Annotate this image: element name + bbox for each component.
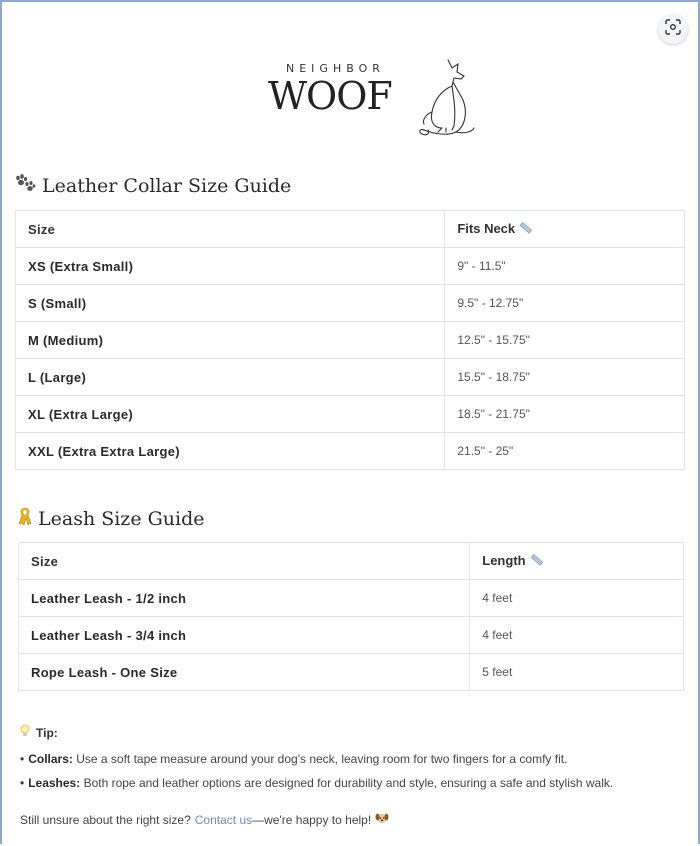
neck-cell: 9.5" - 12.75" [445,285,685,322]
light-bulb-icon [20,724,30,741]
table-row [16,322,685,359]
length-cell: 5 feet [470,654,684,691]
header-length: Length [470,543,684,580]
neck-cell: 21.5" - 25" [445,433,685,470]
leash-guide-title-text: Leash Size Guide [38,507,205,530]
table-header-row [19,543,684,580]
neck-cell: 15.5" - 18.75" [445,359,685,396]
brand-logo [268,56,478,140]
table-row [16,433,685,470]
header-fits-neck: Fits Neck [445,211,685,248]
table-row [16,248,685,285]
contact-us-link[interactable]: Contact us [194,812,253,827]
help-footer [20,812,389,827]
tip-label: Tip: [36,725,58,740]
dog-logo-icon [412,56,478,140]
neck-cell: 9" - 11.5" [445,248,685,285]
ruler-icon [530,553,543,569]
neck-cell: 18.5" - 21.75" [445,396,685,433]
ruler-icon [519,221,532,237]
length-cell: 4 feet [470,617,684,654]
table-row [16,396,685,433]
table-header-row [16,211,685,248]
size-cell: XXL (Extra Extra Large) [16,433,445,470]
leash-guide-title [18,506,205,531]
header-size: Size [19,543,470,580]
tips-list [20,752,696,800]
tip-item-label: Collars: [28,752,73,766]
table-row [16,285,685,322]
list-item: • Collars: Use a soft tape measure around your dog's neck, leaving room for two fingers for a comfy fit. [20,752,568,766]
table-row [19,617,684,654]
tip-heading [20,724,58,741]
table-row [19,654,684,691]
size-cell: Leather Leash - 1/2 inch [19,580,470,617]
footer-text-after: —we're happy to help! [252,812,372,827]
size-cell: XL (Extra Large) [16,396,445,433]
table-row [16,359,685,396]
leash-size-table [18,542,684,691]
neck-cell: 12.5" - 15.75" [445,322,685,359]
dog-face-icon [375,812,389,827]
collar-guide-title [14,174,291,197]
paw-prints-icon [14,174,36,197]
length-cell: 4 feet [470,580,684,617]
tip-item-text: Use a soft tape measure around your dog's neck, leaving room for two fingers for a comfy fit. [72,752,568,766]
size-cell: XS (Extra Small) [16,248,445,285]
tip-item-text: Both rope and leather options are designed for durability and style, ensuring a safe and stylish walk. [80,776,614,790]
list-item: • Leashes: Both rope and leather options are designed for durability and style, ensuring a safe and stylish walk. [20,776,614,790]
collar-guide-title-text: Leather Collar Size Guide [42,174,292,197]
size-cell: M (Medium) [16,322,445,359]
scan-icon [665,19,681,40]
collar-size-table [15,210,685,470]
table-row [19,580,684,617]
size-cell: S (Small) [16,285,445,322]
footer-text-before: Still unsure about the right size? [20,812,191,827]
size-cell: L (Large) [16,359,445,396]
size-cell: Leather Leash - 3/4 inch [19,617,470,654]
logo-main-text: WOOF [268,74,392,118]
size-cell: Rope Leash - One Size [19,654,470,691]
tip-item-label: Leashes: [28,776,81,790]
ribbon-icon [18,506,32,531]
header-size: Size [16,211,445,248]
scan-button[interactable] [658,14,688,44]
logo-top-text: NEIGHBOR [286,62,385,75]
